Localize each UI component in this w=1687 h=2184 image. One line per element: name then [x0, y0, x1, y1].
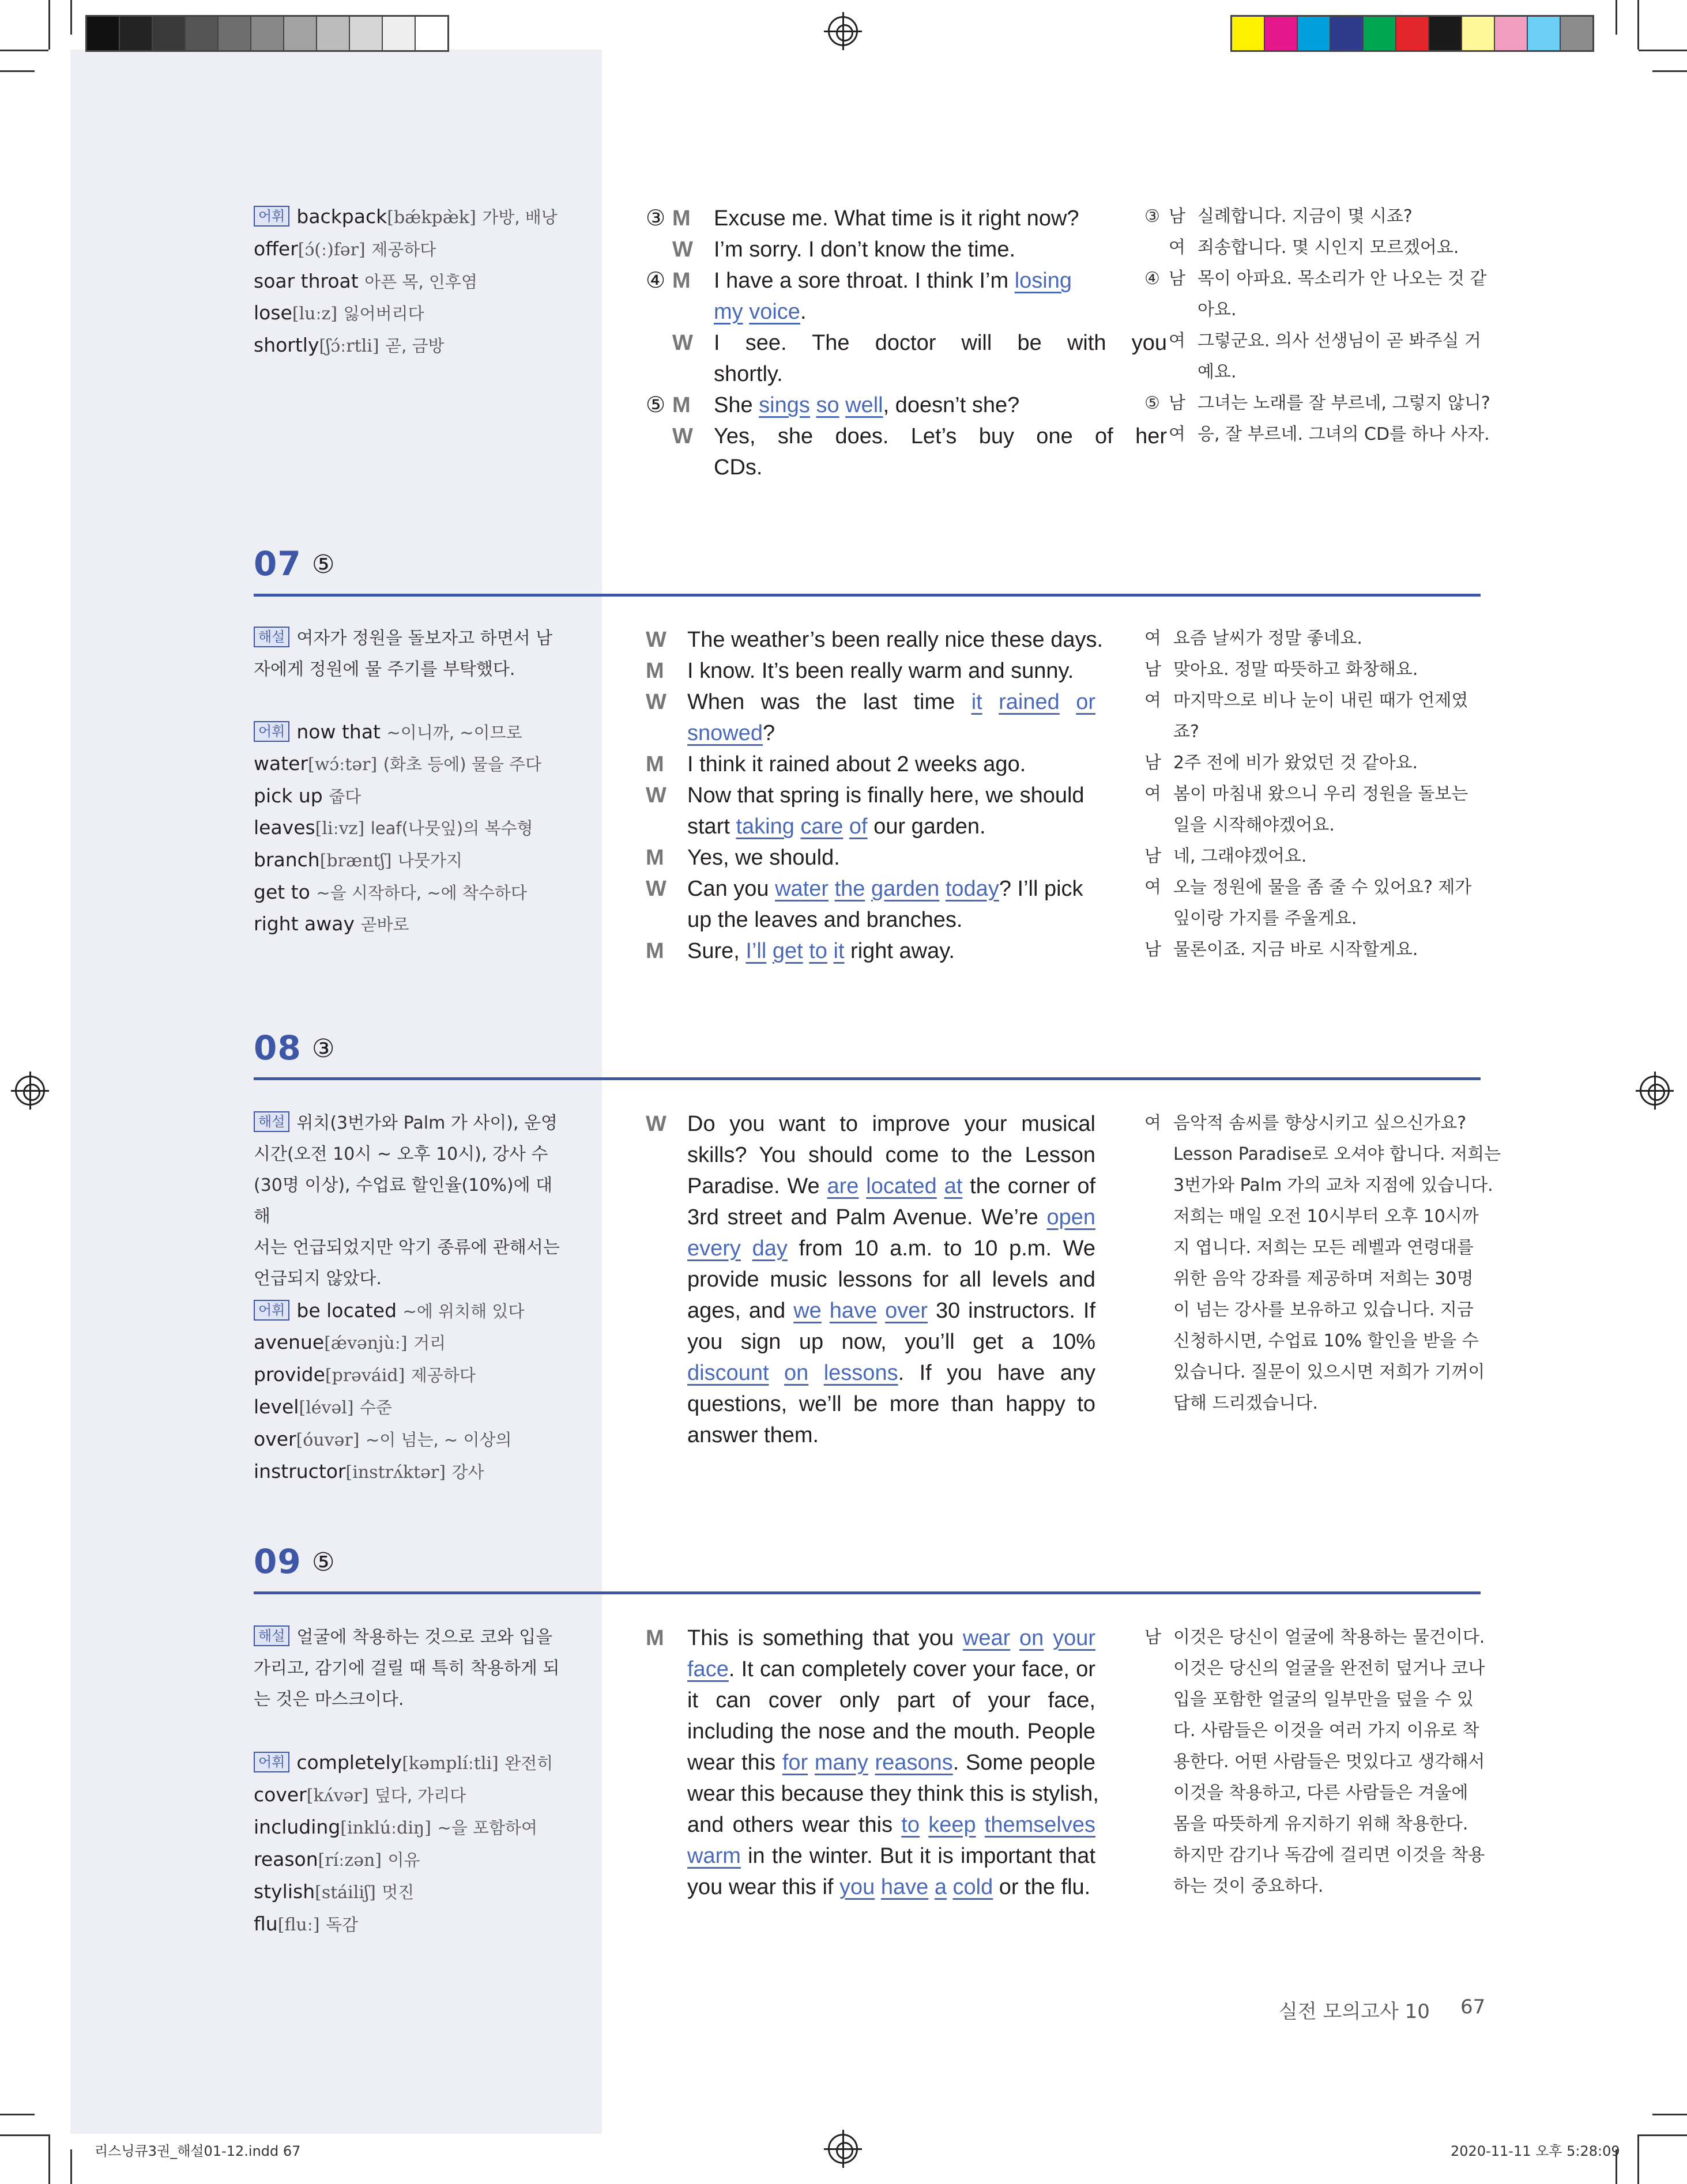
- crop-mark: [48, 2134, 50, 2184]
- blank-answer: to: [809, 939, 827, 963]
- script-line: my voice.: [714, 300, 807, 324]
- q06-vocab-list: [254, 201, 558, 362]
- blank-answer: are: [827, 1174, 859, 1198]
- vocab-item: level[lévəl] 수준: [254, 1395, 393, 1418]
- script-line: discount on lessons. If you have any: [687, 1361, 1095, 1385]
- crop-mark: [48, 0, 50, 50]
- translation-line: 이 넘는 강사를 보유하고 있습니다. 지금: [1173, 1300, 1474, 1320]
- q09-script: [646, 1623, 1099, 1903]
- vocab-item: stylish[stáiliʃ] 멋진: [254, 1880, 415, 1903]
- answer-mark: ⑤: [312, 550, 335, 579]
- vocab-item: shortly[ʃɔ́ːrtli] 곧, 금방: [254, 334, 445, 356]
- translation-line: 위한 음악 강좌를 제공하며 저희는 30명: [1173, 1269, 1474, 1289]
- blank-answer: snowed: [687, 721, 763, 745]
- vocab-item: flu[fluː] 독감: [254, 1913, 359, 1935]
- script-line: you wear this if you have a cold or the flu.: [687, 1875, 1091, 1899]
- script-line: ⑤ M She sings so well, doesn’t she?: [646, 393, 1020, 417]
- script-line: W Now that spring is finally here, we should: [646, 783, 1084, 808]
- blank-answer: my: [714, 300, 743, 324]
- script-line: up the leaves and branches.: [687, 908, 963, 932]
- blank-answer: open: [1046, 1205, 1095, 1229]
- vocab-item: over[óuvər] ~이 넘는, ~ 이상의: [254, 1428, 512, 1450]
- blank-answer: every: [687, 1236, 741, 1261]
- q06-script: [646, 203, 1167, 483]
- vocab-item: 어휘 now that ~이니까, ~이므로: [254, 716, 541, 748]
- blank-answer: keep: [928, 1813, 976, 1837]
- grayscale-swatch-bar: [85, 15, 449, 52]
- crop-mark: [70, 2149, 72, 2184]
- vocab-item: branch[bræntʃ] 나뭇가지: [254, 848, 462, 871]
- blank-answer: so: [816, 393, 839, 417]
- blank-answer: reasons: [875, 1751, 953, 1775]
- vocab-item: offer[ɔ́(ː)fər] 제공하다: [254, 237, 436, 260]
- script-line: W The weather’s been really nice these days.: [646, 628, 1104, 652]
- script-line: every day from 10 a.m. to 10 p.m. We: [687, 1236, 1095, 1261]
- blank-answer: rained: [999, 690, 1060, 714]
- blank-answer: care: [800, 814, 843, 839]
- blank-answer: located: [866, 1174, 937, 1198]
- q08-vocab-list: [254, 1295, 524, 1488]
- blank-answer: taking: [736, 814, 794, 839]
- script-line: W I see. The doctor will be with you: [672, 331, 1167, 355]
- script-line: 3rd street and Palm Avenue. We’re open: [687, 1205, 1095, 1229]
- translation-line: ④ 남 목이 아파요. 목소리가 안 나오는 것 같: [1144, 269, 1487, 289]
- script-line: skills? You should come to the Lesson: [687, 1143, 1095, 1167]
- crop-mark: [1616, 0, 1617, 35]
- registration-mark-left: [15, 1076, 45, 1106]
- vocab-item: cover[kʌ́vər] 덮다, 가리다: [254, 1783, 466, 1806]
- blank-answer: have: [880, 1875, 929, 1899]
- translation-line: 일을 시작해야겠어요.: [1173, 815, 1335, 835]
- script-line: face. It can completely cover your face, or: [687, 1657, 1095, 1681]
- script-line: ③ M Excuse me. What time is it right now?: [646, 206, 1079, 231]
- blank-answer: on: [784, 1361, 809, 1385]
- vocab-item: get to ~을 시작하다, ~에 착수하다: [254, 881, 527, 903]
- translation-line: 3번가와 Palm 가의 교차 지점에 있습니다.: [1173, 1175, 1493, 1195]
- translation-line: 여 요즘 날씨가 정말 좋네요.: [1144, 628, 1362, 648]
- script-line: you sign up now, you’ll get a 10%: [687, 1330, 1095, 1354]
- script-line: including the nose and the mouth. People: [687, 1719, 1095, 1744]
- translation-line: 다. 사람들은 이것을 여러 가지 이유로 착: [1173, 1721, 1479, 1741]
- blank-answer: it: [971, 690, 982, 714]
- blank-answer: cold: [952, 1875, 993, 1899]
- translation-line: 신청하시면, 수업료 10% 할인을 받을 수: [1173, 1331, 1479, 1351]
- script-line: M I think it rained about 2 weeks ago.: [646, 752, 1026, 776]
- blank-answer: water: [775, 877, 829, 901]
- script-line: M Yes, we should.: [646, 846, 840, 870]
- translation-line: 용한다. 어떤 사람들은 멋있다고 생각해서: [1173, 1752, 1485, 1772]
- translation-line: 입을 포함한 얼굴의 일부만을 덮을 수 있: [1173, 1689, 1474, 1710]
- crop-mark: [0, 50, 48, 51]
- q09-vocab-list: [254, 1747, 553, 1941]
- explain-tag: 해설: [254, 627, 289, 647]
- vocab-item: including[inklúːdiŋ] ~을 포함하여: [254, 1816, 538, 1838]
- translation-line: 하는 것이 중요하다.: [1173, 1876, 1324, 1896]
- vocab-item: leaves[liːvz] leaf(나뭇잎)의 복수형: [254, 816, 533, 839]
- script-line: wear this for many reasons. Some people: [687, 1751, 1096, 1775]
- blank-answer: or: [1076, 690, 1095, 714]
- translation-line: 여 그렇군요. 의사 선생님이 곧 봐주실 거: [1169, 331, 1481, 351]
- script-line: wear this because they think this is stylish,: [687, 1782, 1099, 1806]
- crop-mark: [1637, 2134, 1639, 2184]
- blank-answer: voice: [749, 300, 800, 324]
- translation-line: 여 오늘 정원에 물을 좀 줄 수 있어요? 제가: [1144, 877, 1472, 897]
- registration-mark-top: [828, 16, 858, 46]
- blank-answer: your: [1053, 1626, 1095, 1650]
- translation-line: 예요.: [1198, 362, 1237, 382]
- footer-title: 실전 모의고사 10: [1279, 2000, 1430, 2023]
- script-line: questions, we’ll be more than happy to: [687, 1392, 1095, 1416]
- blank-answer: wear: [962, 1626, 1011, 1650]
- blank-answer: it: [833, 939, 845, 963]
- translation-line: 답해 드리겠습니다.: [1173, 1393, 1318, 1413]
- translation-line: 이것을 착용하고, 다른 사람들은 겨울에: [1173, 1783, 1468, 1803]
- translation-line: 여 봄이 마침내 왔으니 우리 정원을 돌보는: [1144, 784, 1468, 804]
- translation-line: 하지만 감기나 독감에 걸리면 이것을 착용: [1173, 1845, 1485, 1865]
- translation-line: ③ 남 실례합니다. 지금이 몇 시죠?: [1144, 206, 1413, 227]
- translation-line: Lesson Paradise로 오셔야 합니다. 저희는: [1173, 1144, 1501, 1164]
- q07-vocab-list: [254, 716, 541, 940]
- blank-answer: losing: [1014, 269, 1072, 293]
- script-line: warm in the winter. But it is important that: [687, 1844, 1095, 1868]
- explain-tag: 해설: [254, 1111, 289, 1132]
- script-line: it can cover only part of your face,: [687, 1688, 1095, 1713]
- print-slug-date: 2020-11-11 오후 5:28:09: [1451, 2143, 1620, 2159]
- blank-answer: at: [944, 1174, 963, 1198]
- script-line: start taking care of our garden.: [687, 814, 986, 839]
- script-line: shortly.: [714, 362, 783, 386]
- q07-translation: [1144, 623, 1473, 965]
- blank-answer: sings: [759, 393, 810, 417]
- blank-answer: have: [829, 1299, 878, 1323]
- script-line: W I’m sorry. I don’t know the time.: [672, 237, 1016, 262]
- translation-line: 아요.: [1198, 300, 1237, 320]
- answer-mark: ⑤: [312, 1548, 335, 1577]
- translation-line: 여 음악적 솜씨를 향상시키고 싶으신가요?: [1144, 1113, 1467, 1133]
- crop-mark: [0, 2114, 35, 2115]
- blank-answer: you: [839, 1875, 875, 1899]
- page-number: 67: [1460, 1996, 1486, 2019]
- blank-answer: to: [901, 1813, 920, 1837]
- section-divider: [254, 594, 1481, 597]
- crop-mark: [70, 0, 72, 35]
- crop-mark: [0, 70, 35, 72]
- vocab-item: 어휘 completely[kəmplíːtli] 완전히: [254, 1747, 553, 1779]
- translation-line: 잎이랑 가지를 주울게요.: [1173, 908, 1357, 929]
- question-number: 09: [254, 1542, 302, 1581]
- q08-explanation: 해설 위치(3번가와 Palm 가 사이), 운영 시간(오전 10시 ~ 오후 10시), 강사 수 (30명 이상), 수업료 할인율(10%)에 대해 서는 언급되었지만 악기 종류에 관해서는 언급되지 않았다.: [254, 1108, 565, 1295]
- script-line: M This is something that you wear on your: [646, 1626, 1095, 1650]
- script-line: ages, and we have over 30 instructors. If: [687, 1299, 1096, 1323]
- crop-mark: [1637, 0, 1639, 50]
- blank-answer: of: [849, 814, 868, 839]
- vocab-item: provide[prəváid] 제공하다: [254, 1363, 476, 1386]
- script-line: M Sure, I’ll get to it right away.: [646, 939, 955, 963]
- vocab-tag: 어휘: [254, 1300, 289, 1321]
- translation-line: 여 죄송합니다. 몇 시인지 모르겠어요.: [1169, 237, 1459, 258]
- blank-answer: lessons: [823, 1361, 898, 1385]
- crop-mark: [1652, 2114, 1687, 2115]
- print-slug-file: 리스닝큐3권_해설01-12.indd 67: [95, 2143, 301, 2159]
- vocab-item: avenue[ǽvənjùː] 거리: [254, 1331, 446, 1353]
- section-divider: [254, 1077, 1481, 1080]
- blank-answer: get: [772, 939, 803, 963]
- script-line: snowed?: [687, 721, 775, 745]
- translation-line: 지 엽니다. 저희는 모든 레벨과 연령대를: [1173, 1238, 1474, 1258]
- explain-tag: 해설: [254, 1625, 289, 1646]
- q08-script: [646, 1108, 1095, 1451]
- q08-translation: [1144, 1108, 1501, 1419]
- script-line: CDs.: [714, 455, 763, 480]
- translation-line: 죠?: [1173, 722, 1199, 742]
- blank-answer: I’ll: [745, 939, 767, 963]
- vocab-item: water[wɔ́ːtər] (화초 등에) 물을 주다: [254, 752, 542, 775]
- vocab-item: soar throat 아픈 목, 인후염: [254, 270, 477, 292]
- script-line: answer them.: [687, 1423, 819, 1447]
- translation-line: 남 물론이죠. 지금 바로 시작할게요.: [1144, 940, 1418, 960]
- translation-line: 남 맞아요. 정말 따뜻하고 화창해요.: [1144, 659, 1418, 680]
- script-line: ④ M I have a sore throat. I think I’m losing: [646, 269, 1072, 293]
- registration-mark-bottom: [828, 2134, 858, 2164]
- vocab-tag: 어휘: [254, 721, 289, 742]
- answer-mark: ③: [312, 1034, 335, 1063]
- color-swatch-bar: [1230, 15, 1594, 52]
- translation-line: 여 마지막으로 비나 눈이 내린 때가 언제였: [1144, 691, 1468, 711]
- blank-answer: for: [782, 1751, 808, 1775]
- blank-answer: the: [834, 877, 865, 901]
- question-number: 07: [254, 544, 302, 583]
- blank-answer: well: [845, 393, 883, 417]
- blank-answer: many: [814, 1751, 868, 1775]
- blank-answer: garden: [871, 877, 940, 901]
- translation-line: 저희는 매일 오전 10시부터 오후 10시까: [1173, 1206, 1479, 1227]
- translation-line: 몸을 따뜻하게 유지하기 위해 착용한다.: [1173, 1814, 1468, 1834]
- vocab-item: right away 곧바로: [254, 912, 409, 935]
- vocab-tag: 어휘: [254, 206, 289, 227]
- vocab-item: lose[luːz] 잃어버리다: [254, 301, 424, 324]
- q09-explanation: 해설 얼굴에 착용하는 것으로 코와 입을 가리고, 감기에 걸릴 때 특히 착용하게 되 는 것은 마스크이다.: [254, 1622, 565, 1715]
- blank-answer: face: [687, 1657, 729, 1681]
- translation-line: 이것은 당신의 얼굴을 완전히 덮거나 코나: [1173, 1658, 1485, 1678]
- script-line: and others wear this to keep themselves: [687, 1813, 1096, 1837]
- blank-answer: over: [885, 1299, 928, 1323]
- blank-answer: we: [793, 1299, 822, 1323]
- script-line: provide music lessons for all levels and: [687, 1268, 1095, 1292]
- vocab-item: 어휘 backpack[bǽkpæ̀k] 가방, 배낭: [254, 201, 558, 233]
- script-line: W Do you want to improve your musical: [646, 1112, 1095, 1136]
- translation-line: 있습니다. 질문이 있으시면 저희가 기꺼이: [1173, 1362, 1485, 1382]
- translation-line: 남 이것은 당신이 얼굴에 착용하는 물건이다.: [1144, 1627, 1485, 1647]
- registration-mark-right: [1640, 1076, 1670, 1106]
- translation-line: 남 네, 그래야겠어요.: [1144, 846, 1307, 866]
- vocab-item: instructor[instrʌ́ktər] 강사: [254, 1460, 484, 1483]
- q07-explanation: 해설 여자가 정원을 돌보자고 하면서 남 자에게 정원에 물 주기를 부탁했다.: [254, 623, 565, 685]
- crop-mark: [0, 2134, 48, 2136]
- blank-answer: a: [934, 1875, 947, 1899]
- question-number: 08: [254, 1028, 302, 1068]
- translation-line: ⑤ 남 그녀는 노래를 잘 부르네, 그렇지 않니?: [1144, 393, 1490, 413]
- vocab-item: reason[ríːzən] 이유: [254, 1848, 420, 1870]
- vocab-tag: 어휘: [254, 1752, 289, 1772]
- q06-translation: [1144, 201, 1497, 450]
- crop-mark: [1639, 50, 1687, 51]
- q07-script: [646, 624, 1104, 967]
- blank-answer: discount: [687, 1361, 769, 1385]
- vocab-item: pick up 줍다: [254, 784, 362, 807]
- script-line: W Yes, she does. Let’s buy one of her: [672, 424, 1167, 448]
- blank-answer: themselves: [984, 1813, 1096, 1837]
- crop-mark: [1639, 2134, 1687, 2136]
- blank-answer: day: [752, 1236, 788, 1261]
- script-line: W When was the last time it rained or: [646, 690, 1095, 714]
- q09-translation: [1144, 1622, 1485, 1902]
- section-divider: [254, 1591, 1481, 1594]
- script-line: M I know. It’s been really warm and sunny.: [646, 659, 1074, 683]
- blank-answer: today: [945, 877, 999, 901]
- crop-mark: [1652, 70, 1687, 72]
- blank-answer: warm: [687, 1844, 741, 1868]
- vocab-item: 어휘 be located ~에 위치해 있다: [254, 1295, 524, 1327]
- script-line: W Can you water the garden today? I’ll pick: [646, 877, 1083, 901]
- script-line: Paradise. We are located at the corner of: [687, 1174, 1096, 1198]
- translation-line: 여 응, 잘 부르네. 그녀의 CD를 하나 사자.: [1169, 424, 1490, 444]
- blank-answer: on: [1019, 1626, 1044, 1650]
- translation-line: 남 2주 전에 비가 왔었던 것 같아요.: [1144, 753, 1418, 773]
